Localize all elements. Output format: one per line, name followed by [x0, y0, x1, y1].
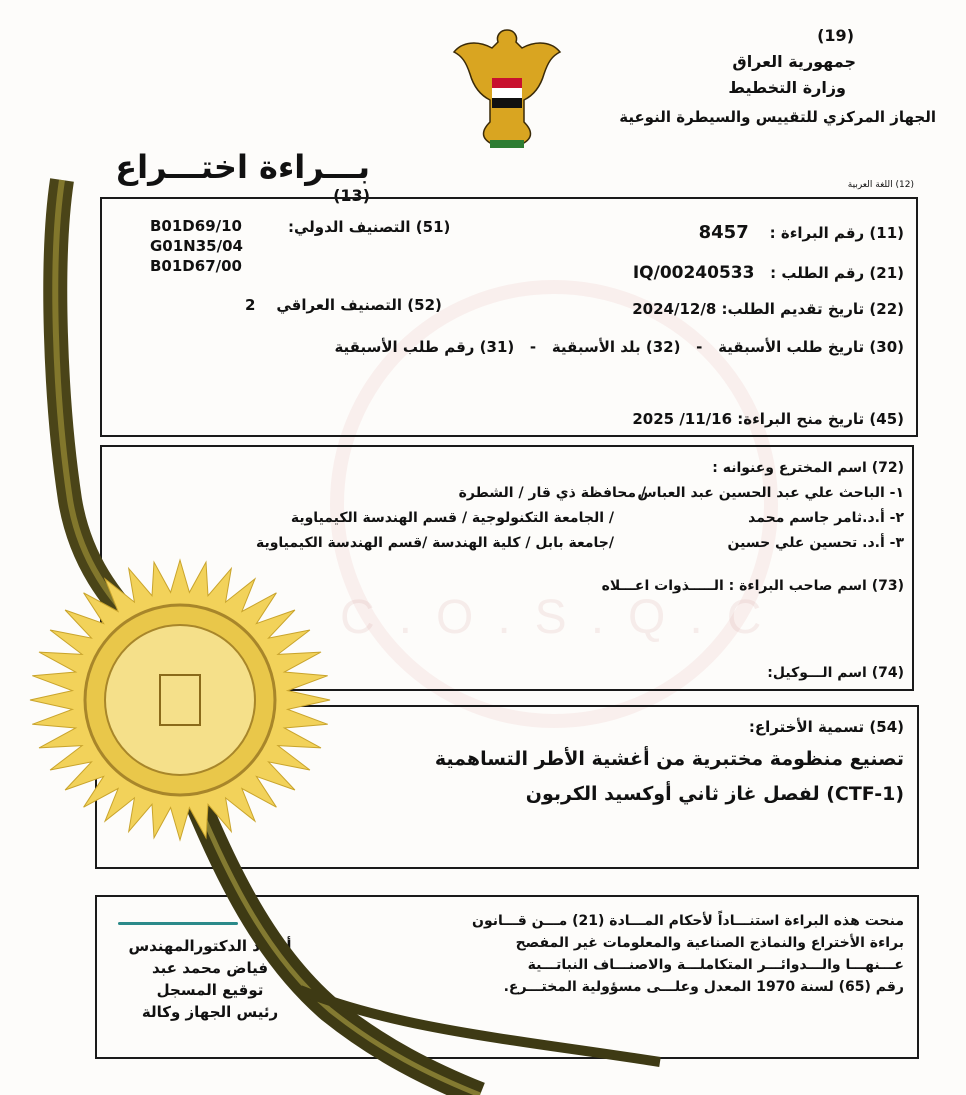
agent-label: (74) اسم الـــوكيل: [767, 665, 904, 681]
language-label: اللغة العربية [847, 180, 893, 190]
signatory-line: أستاذ الدكتورالمهندس [128, 937, 292, 955]
title-code: (13) [333, 186, 370, 205]
grant-text-line: عـــنهـــا والـــدوائـــر المتكاملـــة والاصنـــاف النباتـــية [527, 957, 904, 973]
patent-number-value: 8457 [698, 222, 749, 243]
application-number-value: IQ/00240533 [632, 263, 755, 283]
intl-class: G01N35/04 [150, 237, 243, 255]
grant-date-value: 2025 /11/16 [632, 410, 733, 428]
signatory-line: توقيع المسجل [156, 981, 264, 999]
separator: - [696, 338, 703, 356]
inventor-name: ١- الباحث علي عبد الحسين عبد العباس [637, 485, 904, 501]
inventor-address: / محافظة ذي قار / الشطرة [458, 485, 646, 501]
inventor-address: / الجامعة التكنولوجية / قسم الهندسة الكيمياوية [290, 510, 614, 526]
filing-date-value: 2024/12/8 [632, 300, 717, 318]
signatory-line: فياض محمد عبد [151, 959, 269, 977]
owner-value: الـــــذوات اعـــلاه [601, 578, 724, 594]
inventor-name: ٣- أ.د. تحسين علي حسين [727, 535, 904, 551]
priority-country-label: (32) بلد الأسبقية [551, 338, 681, 356]
invention-label: (54) تسمية الأختراع: [748, 718, 904, 736]
filing-date-label: (22) تاريخ تقديم الطلب: [721, 300, 904, 318]
patent-number-label: (11) رقم البراءة : [769, 224, 904, 242]
inventors-label: (72) اسم المخترع وعنوانه : [712, 460, 904, 476]
watermark-text: C.O.S.Q.C [340, 591, 786, 644]
intl-class: B01D67/00 [150, 257, 242, 275]
inventor-address: /جامعة بابل / كلية الهندسة /قسم الهندسة الكيمياوية [255, 535, 614, 551]
header-agency: الجهاز المركزي للتقييس والسيطرة النوعية [619, 108, 936, 126]
iraqi-class-value: 2 [245, 296, 256, 314]
owner-label: (73) اسم صاحب البراءة : [728, 578, 904, 594]
language-code: (12) [895, 180, 914, 190]
header-number: (19) [817, 26, 854, 45]
title-text: بـــراءة اختـــراع [115, 148, 370, 186]
intl-class: B01D69/10 [150, 217, 242, 235]
intl-class-label: (51) التصنيف الدولي: [288, 218, 451, 236]
grant-text-line: منحت هذه البراءة استنـــاداً لأحكام المـــادة (21) مـــن قـــانون [472, 913, 904, 929]
application-number-label: (21) رقم الطلب : [770, 264, 904, 282]
signatory-line: رئيس الجهاز وكالة [141, 1003, 279, 1021]
grant-date-label: (45) تاريخ منح البراءة: [737, 410, 904, 428]
invention-title-line1: تصنيع منظومة مختبرية من أغشية الأطر التساهمية [434, 748, 904, 770]
inventor-name: ٢- أ.د.ثامر جاسم محمد [748, 510, 904, 526]
grant-text-line: رقم (65) لسنة 1970 المعدل وعلـــى مسؤولية المختـــرع. [503, 979, 904, 995]
grant-text-line: براءة الأختراع والنماذج الصناعية والمعلومات غير المفصح [515, 935, 904, 951]
header-ministry: وزارة التخطيط [728, 78, 846, 97]
header-country: جمهورية العراق [732, 52, 856, 71]
separator: - [529, 338, 537, 356]
priority-date-label: (30) تاريخ طلب الأسبقية [718, 338, 904, 356]
invention-title-line2: (CTF-1) لفصل غاز ثاني أوكسيد الكربون [525, 783, 904, 805]
iraqi-class-label: (52) التصنيف العراقي [276, 296, 442, 314]
gold-seal [20, 555, 340, 849]
priority-number-label: (31) رقم طلب الأسبقية [334, 338, 515, 356]
